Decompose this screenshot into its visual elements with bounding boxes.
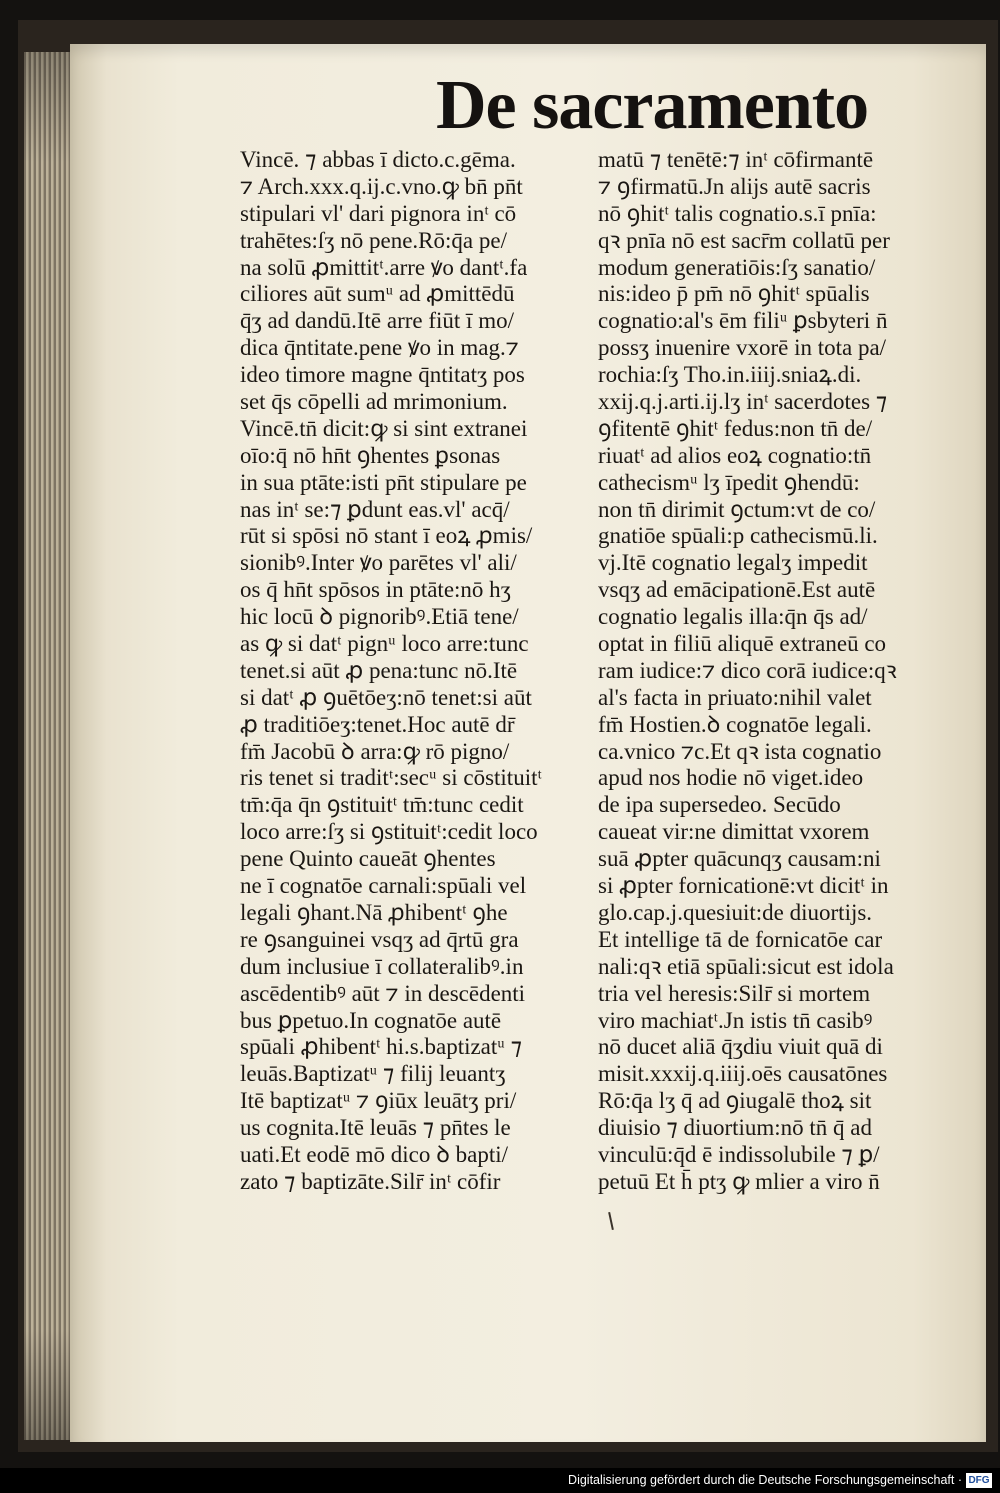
text-line: rūt si spōsi nō stant ī eoꝝ ꝓmis/ xyxy=(240,523,533,549)
text-line: re ꝯsanguinei vsqʒ ad q̄rtū gra xyxy=(240,926,519,952)
text-line: Rō:q̄a lʒ q̄ ad ꝯiugalē thoꝝ sit xyxy=(598,1088,872,1114)
text-line: hic locū ꝺ pignoribꝰ.Etiā tene/ xyxy=(240,604,519,630)
text-line: ꝓ traditiōeʒ:tenet.Hoc autē dr̄ xyxy=(240,711,515,737)
text-line: gnatiōe spūali:p cathecismū.li. xyxy=(598,523,878,549)
text-line: ascēdentibꝰ aūt ⁊ in descēdenti xyxy=(240,980,526,1006)
text-line: tm̄:q̄a q̄n ꝯstituitᵗ tm̄:tunc cedit xyxy=(240,792,524,818)
text-line: suā ꝓpter quācunqʒ causam:ni xyxy=(598,846,881,872)
text-line: ꝯfitentē ꝯhitᵗ fedus:non tn̄ de/ xyxy=(598,415,873,441)
text-line: cognatio legalis illa:q̄n q̄s ad/ xyxy=(598,604,868,630)
text-line: dica q̄ntitate.pene ꝟo in mag.⁊ xyxy=(240,335,519,361)
text-line: al's facta in priuato:nihil valet xyxy=(598,684,872,710)
text-line: possʒ inuenire vxorē in tota pa/ xyxy=(598,335,887,361)
text-line: vinculū:q̄d ē indissolubile ⁊ ꝑ/ xyxy=(598,1141,880,1167)
text-line: Vincē.tn̄ dicit:ꝙ si sint extranei xyxy=(240,415,528,441)
text-line: ⁊ ꝯfirmatū.Jn alijs autē sacris xyxy=(598,173,871,199)
page-heading: De sacramento xyxy=(436,67,869,144)
text-line: uati.Et eodē mō dico ꝺ bapti/ xyxy=(240,1141,508,1167)
text-line: non tn̄ dirimit ꝯctum:vt de co/ xyxy=(598,496,876,522)
text-line: Vincē. ⁊ abbas ī dicto.c.gēma. xyxy=(240,147,516,172)
text-line: matū ⁊ tenētē:⁊ inᵗ cōfirmantē xyxy=(598,147,874,172)
text-line: ram iudice:⁊ dico corā iudice:qꝛ xyxy=(598,657,897,683)
text-line: cathecismᵘ lʒ īpedit ꝯhendū: xyxy=(598,469,860,495)
text-line: fm̄ Hostien.ꝺ cognatōe legali. xyxy=(598,711,872,737)
text-line: nō ducet aliā q̄ʒdiu viuit quā di xyxy=(598,1034,883,1060)
text-line: bus ꝑpetuo.In cognatōe autē xyxy=(240,1007,502,1033)
text-line: spūali ꝓhibentᵗ hi.s.baptizatᵘ ⁊ xyxy=(240,1034,522,1060)
text-line: diuisio ⁊ diuortium:nō tn̄ q̄ ad xyxy=(598,1115,873,1141)
right-column xyxy=(598,147,943,1196)
text-line: fm̄ Jacobū ꝺ arra:ꝙ rō pigno/ xyxy=(240,738,510,764)
text-line: misit.xxxij.q.iiij.oēs causatōnes xyxy=(598,1061,888,1087)
text-line: dum inclusiue ī collateralibꝰ.in xyxy=(240,953,524,979)
page-edges xyxy=(24,52,74,1440)
text-line: si ꝓpter fornicationē:vt dicitᵗ in xyxy=(598,873,889,899)
text-line: set q̄s cōpelli ad mrimonium. xyxy=(240,389,508,415)
text-line: stipulari vl' dari pignora inᵗ cō xyxy=(240,200,517,226)
text-line: qꝛ pnīa nō est sacr̄m collatū per xyxy=(598,227,890,253)
text-line: legali ꝯhant.Nā ꝓhibentᵗ ꝯhe xyxy=(240,899,508,925)
text-line: na solū ꝓmittitᵗ.arre ꝟo dantᵗ.fa xyxy=(240,254,528,280)
text-line: leuās.Baptizatᵘ ⁊ filij leuantʒ xyxy=(240,1061,506,1087)
text-line: pene Quinto caueāt ꝯhentes xyxy=(240,846,496,872)
text-line: oīo:q̄ nō hn̄t ꝯhentes ꝑsonas xyxy=(240,442,501,468)
text-line: us cognita.Itē leuās ⁊ pn̄tes le xyxy=(240,1115,511,1141)
text-line: nō ꝯhitᵗ talis cognatio.s.ī pnīa: xyxy=(598,200,877,226)
text-line: nali:qꝛ etiā spūali:sicut est idola xyxy=(598,953,894,979)
text-line: si datᵗ ꝓ ꝯuētōeʒ:nō tenet:si aūt xyxy=(240,684,532,710)
text-line: tria vel heresis:Silr̄ si mortem xyxy=(598,980,871,1006)
text-line: in sua ptāte:isti pn̄t stipulare pe xyxy=(240,469,527,495)
text-line: loco arre:ſʒ si ꝯstituitᵗ:cedit loco xyxy=(240,819,538,845)
text-line: ca.vnico ⁊c.Et qꝛ ista cognatio xyxy=(598,738,882,764)
text-line: cognatio:al's ēm filiᵘ ꝑsbyteri n̄ xyxy=(598,308,888,334)
text-line: apud nos hodie nō viget.ideo xyxy=(598,765,864,791)
text-line: sionibꝰ.Inter ꝟo parētes vl' ali/ xyxy=(240,550,517,576)
text-line: glo.cap.j.quesiuit:de diuortijs. xyxy=(598,899,873,925)
text-line: nis:ideo p̄ pm̄ nō ꝯhitᵗ spūalis xyxy=(598,281,870,307)
text-line: vsqʒ ad emācipationē.Est autē xyxy=(598,577,876,603)
text-line: as ꝙ si datᵗ pignᵘ loco arre:tunc xyxy=(240,631,529,657)
left-column xyxy=(240,147,592,1196)
text-line: ris tenet si traditᵗ:secᵘ si cōstituitᵗ xyxy=(240,765,542,791)
text-line: trahētes:ſʒ nō pene.Rō:q̄a pe/ xyxy=(240,227,507,253)
text-line: riuatᵗ ad alios eoꝝ cognatio:tn̄ xyxy=(598,442,872,468)
text-line: os q̄ hn̄t spōsos in ptāte:nō hʒ xyxy=(240,577,511,603)
text-line: Itē baptizatᵘ ⁊ ꝯiūx leuātʒ pri/ xyxy=(240,1088,517,1114)
text-line: zato ⁊ baptizāte.Silr̄ inᵗ cōfir xyxy=(240,1168,501,1194)
text-line: caueat vir:ne dimittat vxorem xyxy=(598,819,870,845)
text-line: ⁊ Arch.xxx.q.ij.c.vno.ꝙ bn̄ pn̄t xyxy=(240,173,523,199)
text-line: ciliores aūt sumᵘ ad ꝓmittēdū xyxy=(240,281,515,307)
dfg-logo: DFG xyxy=(966,1473,992,1488)
text-line: Et intellige tā de fornicatōe car xyxy=(598,926,883,952)
text-line: tenet.si aūt ꝓ pena:tunc nō.Itē xyxy=(240,657,518,683)
text-line: rochia:ſʒ Tho.in.iiij.sniaꝝ.di. xyxy=(598,362,862,388)
digitization-footer xyxy=(0,1468,1000,1493)
text-line: optat in filiū aliquē extraneū co xyxy=(598,631,887,657)
text-line: xxij.q.j.arti.ij.lʒ inᵗ sacerdotes ⁊ xyxy=(598,389,888,415)
text-line: viro machiatᵗ.Jn istis tn̄ casibꝰ xyxy=(598,1007,873,1033)
text-line: de ipa supersedeo. Secūdo xyxy=(598,792,841,818)
text-line: ne ī cognatōe carnali:spūali vel xyxy=(240,873,527,899)
text-line: vj.Itē cognatio legalʒ impedit xyxy=(598,550,868,576)
funding-notice: Digitalisierung gefördert durch die Deutsche Forschungsgemeinschaft · xyxy=(568,1473,962,1487)
text-line: ideo timore magne q̄ntitatʒ pos xyxy=(240,362,525,388)
text-line: q̄ʒ ad dandū.Itē arre fiūt ī mo/ xyxy=(240,308,514,334)
text-line: modum generatiōis:ſʒ sanatio/ xyxy=(598,254,876,280)
text-line: nas inᵗ se:⁊ ꝑdunt eas.vl' acq̄/ xyxy=(240,496,510,522)
text-line: petuū Et h̄ ptʒ ꝙ mlier a viro n̄ xyxy=(598,1168,880,1194)
